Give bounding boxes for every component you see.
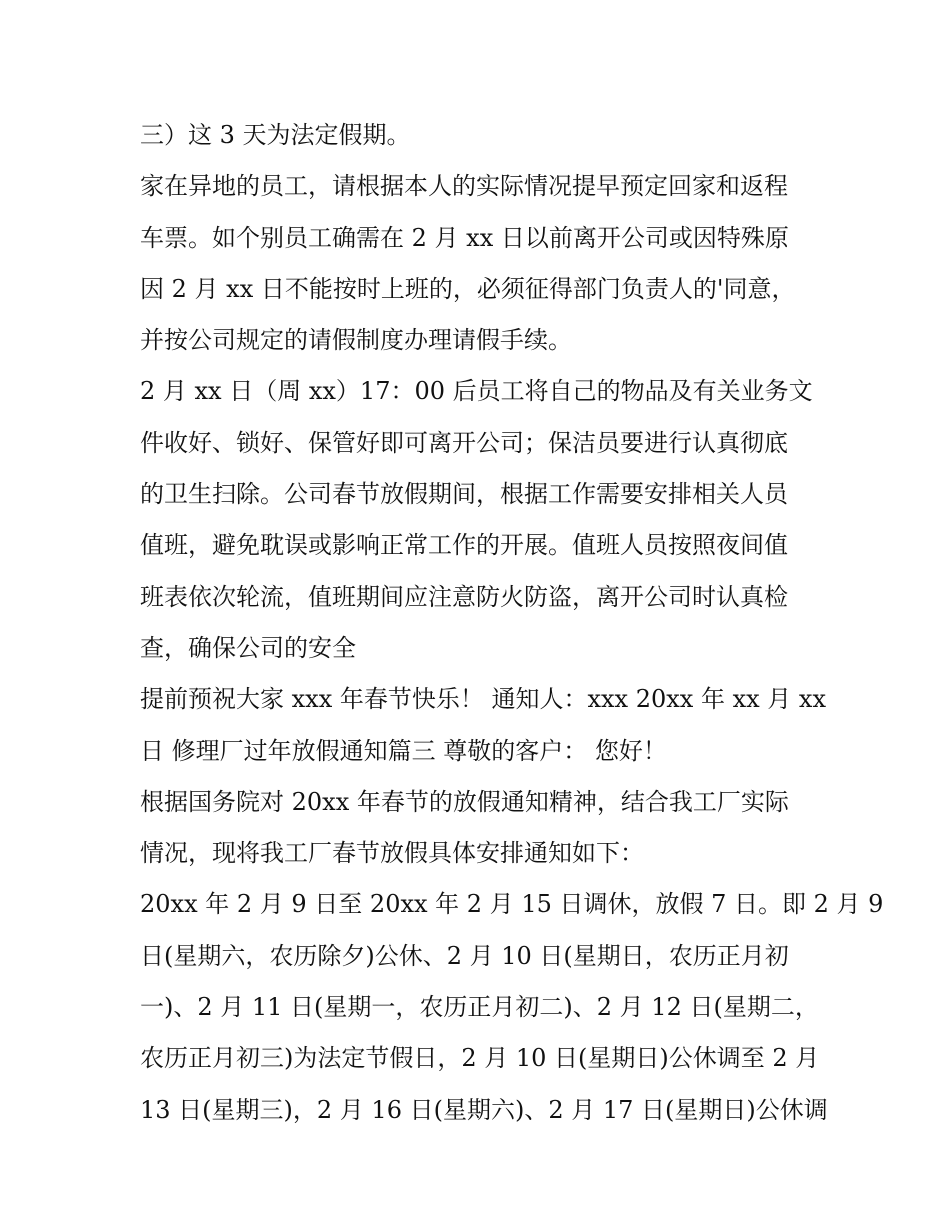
text-line: 并按公司规定的请假制度办理请假手续。 [140, 326, 572, 355]
text-line: 20xx 年 2 月 9 日至 20xx 年 2 月 15 日调休，放假 7 日。即 2 月 9 [140, 890, 884, 919]
text-line: 提前预祝大家 xxx 年春节快乐！ 通知人：xxx 20xx 年 xx 月 xx [140, 685, 826, 714]
document-body [140, 110, 884, 1136]
text-line: 三）这 3 天为法定假期。 [140, 121, 411, 149]
text-line: 车票。如个别员工确需在 2 月 xx 日以前离开公司或因特殊原 [140, 223, 789, 252]
text-line: 日 修理厂过年放假通知篇三 尊敬的客户： 您好！ [140, 736, 667, 765]
text-line: 家在异地的员工，请根据本人的实际情况提早预定回家和返程 [140, 172, 788, 201]
text-line: 一)、2 月 11 日(星期一，农历正月初二)、2 月 12 日(星期二， [140, 993, 819, 1022]
text-line: 情况，现将我工厂春节放假具体安排通知如下： [140, 839, 644, 868]
text-line: 因 2 月 xx 日不能按时上班的，必须征得部门负责人的'同意， [140, 274, 796, 303]
text-line: 查，确保公司的安全 [140, 633, 356, 662]
text-line: 农历正月初三)为法定节假日，2 月 10 日(星期日)公休调至 2 月 [140, 1044, 820, 1073]
text-line: 值班，避免耽误或影响正常工作的开展。值班人员按照夜间值 [140, 531, 788, 560]
text-line: 班表依次轮流，值班期间应注意防火防盗，离开公司时认真检 [140, 582, 788, 611]
text-line: 件收好、锁好、保管好即可离开公司；保洁员要进行认真彻底 [140, 428, 788, 457]
text-line: 的卫生扫除。公司春节放假期间，根据工作需要安排相关人员 [140, 480, 788, 509]
text-line: 13 日(星期三)，2 月 16 日(星期六)、2 月 17 日(星期日)公休调 [140, 1095, 828, 1124]
text-line: 日(星期六，农历除夕)公休、2 月 10 日(星期日，农历正月初 [140, 941, 789, 970]
text-line: 根据国务院对 20xx 年春节的放假通知精神，结合我工厂实际 [140, 787, 789, 816]
text-line: 2 月 xx 日（周 xx）17：00 后员工将自己的物品及有关业务文 [140, 377, 813, 406]
